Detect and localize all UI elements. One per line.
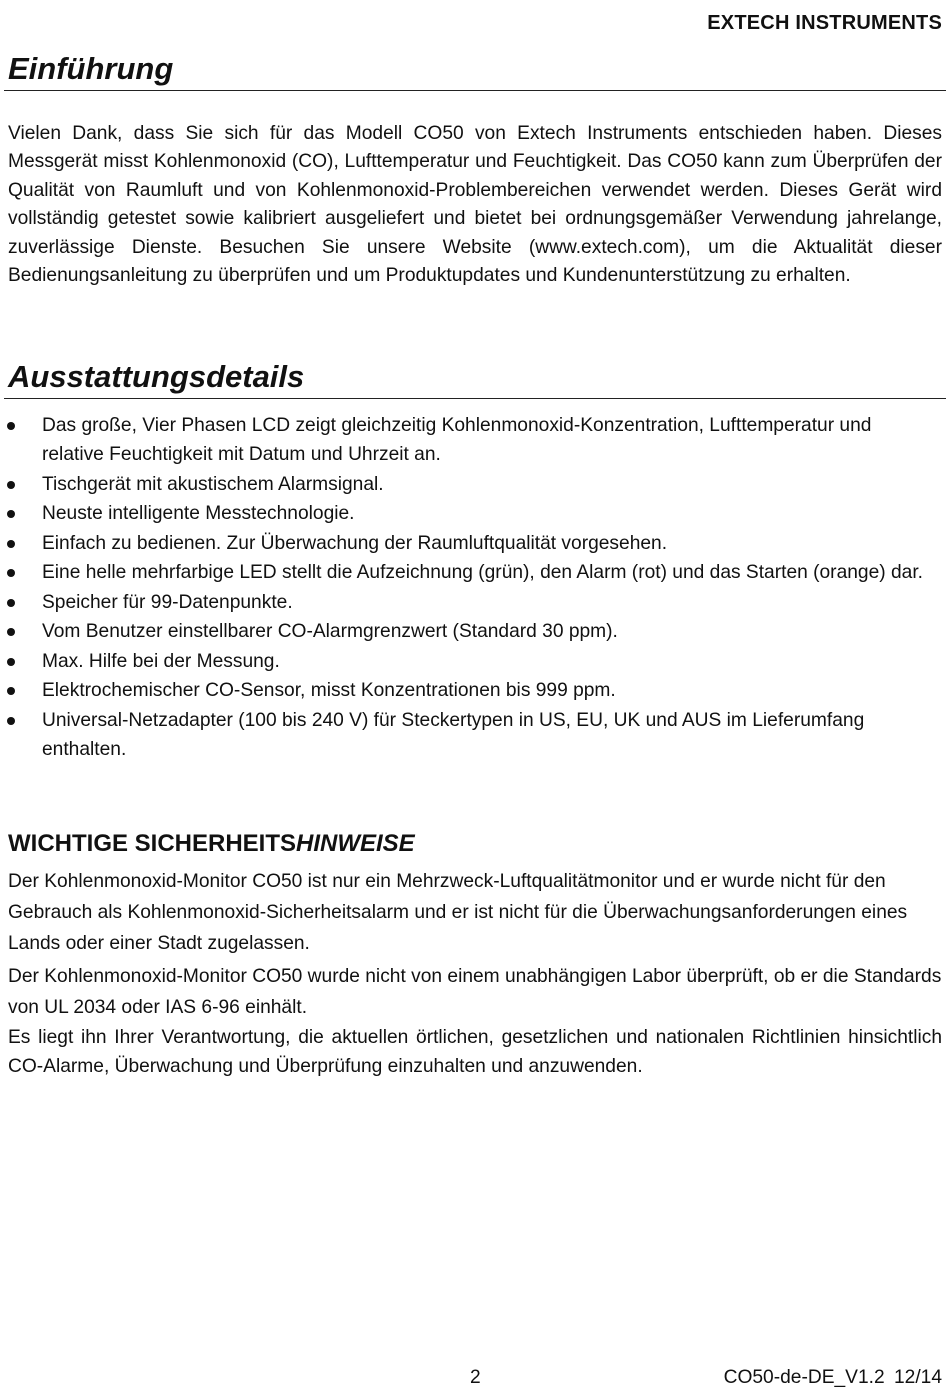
feature-text: Universal-Netzadapter (100 bis 240 V) für Steckertypen in US, EU, UK und AUS im Lieferumfang enthalten. xyxy=(42,709,865,760)
feature-item xyxy=(0,617,930,646)
bullet-icon xyxy=(7,569,15,577)
bullet-icon xyxy=(7,658,15,666)
bullet-icon xyxy=(7,717,15,725)
feature-text: Einfach zu bedienen. Zur Überwachung der Raumluftqualität vorgesehen. xyxy=(42,532,668,554)
features-list xyxy=(0,411,930,764)
feature-item xyxy=(0,558,930,587)
features-heading: Ausstattungsdetails xyxy=(8,359,305,394)
intro-heading: Einführung xyxy=(8,51,174,86)
safety-paragraph-1: Der Kohlenmonoxid-Monitor CO50 ist nur ein Mehrzweck-Luftqualitätmonitor und er wurde nicht für den Gebrauch als Kohlenmonoxid-Sicherheitsalarm und er ist nicht für die Überwachungsanforderungen eines Lands oder einer Stadt zugelassen. xyxy=(8,871,908,954)
feature-text: Das große, Vier Phasen LCD zeigt gleichzeitig Kohlenmonoxid-Konzentration, Lufttemperatur und relative Feuchtigkeit mit Datum und Uhrzeit an. xyxy=(42,415,872,465)
bullet-icon xyxy=(7,510,15,518)
document-id: CO50-de-DE_V1.2 12/14 xyxy=(723,1367,942,1388)
bullet-icon xyxy=(7,628,15,636)
feature-item xyxy=(0,706,930,764)
bullet-icon xyxy=(7,481,15,489)
feature-item xyxy=(0,647,930,676)
bullet-icon xyxy=(7,687,15,695)
feature-item xyxy=(0,676,930,705)
feature-text: Max. Hilfe bei der Messung. xyxy=(42,650,280,672)
feature-item xyxy=(0,499,930,528)
safety-paragraph-2: Der Kohlenmonoxid-Monitor CO50 wurde nicht von einem unabhängigen Labor überprüft, ob er die Standards von UL 2034 oder IAS 6-96 einhält. xyxy=(8,966,942,1018)
bullet-icon xyxy=(7,599,15,607)
safety-heading-main: WICHTIGE SICHERHEITS xyxy=(8,830,297,857)
safety-heading xyxy=(8,829,415,859)
feature-text: Speicher für 99-Datenpunkte. xyxy=(42,591,293,613)
intro-paragraph: Vielen Dank, dass Sie sich für das Modell CO50 von Extech Instruments entschieden haben. Dieses Messgerät misst Kohlenmonoxid (CO), Lufttemperatur und Feuchtigkeit. Das CO50 kann zum Überprüfen der Qualität von Raumluft und von Kohlenmonoxid-Problembereichen verwendet werden. Dieses Gerät wird vollständig getestet sowie kalibriert ausgeliefert und bietet bei ordnungsgemäßer Verwendung jahrelange, zuverlässige Dienste. Besuchen Sie unsere Website (www.extech.com), um die Aktualität dieser Bedienungsanleitung zu überprüfen und um Produktupdates und Kundenunterstützung zu erhalten. xyxy=(8,123,942,287)
feature-text: Eine helle mehrfarbige LED stellt die Aufzeichnung (grün), den Alarm (rot) und das Starten (orange) dar. xyxy=(42,562,923,583)
page-number: 2 xyxy=(470,1367,481,1388)
safety-paragraph-3: Es liegt ihn Ihrer Verantwortung, die aktuellen örtlichen, gesetzlichen und nationalen Richtlinien hinsichtlich CO-Alarme, Überwachung und Überprüfung einzuhalten und anzuwenden. xyxy=(8,1027,942,1077)
bullet-icon xyxy=(7,540,15,548)
feature-item xyxy=(0,470,930,499)
feature-text: Elektrochemischer CO-Sensor, misst Konzentrationen bis 999 ppm. xyxy=(42,680,616,701)
bullet-icon xyxy=(7,422,15,430)
feature-text: Neuste intelligente Messtechnologie. xyxy=(42,503,355,524)
safety-heading-italic: HINWEISE xyxy=(296,830,415,857)
feature-item xyxy=(0,588,930,617)
feature-text: Vom Benutzer einstellbarer CO-Alarmgrenzwert (Standard 30 ppm). xyxy=(42,621,618,642)
feature-item xyxy=(0,529,930,558)
feature-item xyxy=(0,411,930,469)
intro-heading-rule xyxy=(4,90,946,91)
feature-text: Tischgerät mit akustischem Alarmsignal. xyxy=(42,473,384,495)
brand-header: EXTECH INSTRUMENTS xyxy=(707,12,942,34)
features-heading-rule xyxy=(4,398,946,399)
